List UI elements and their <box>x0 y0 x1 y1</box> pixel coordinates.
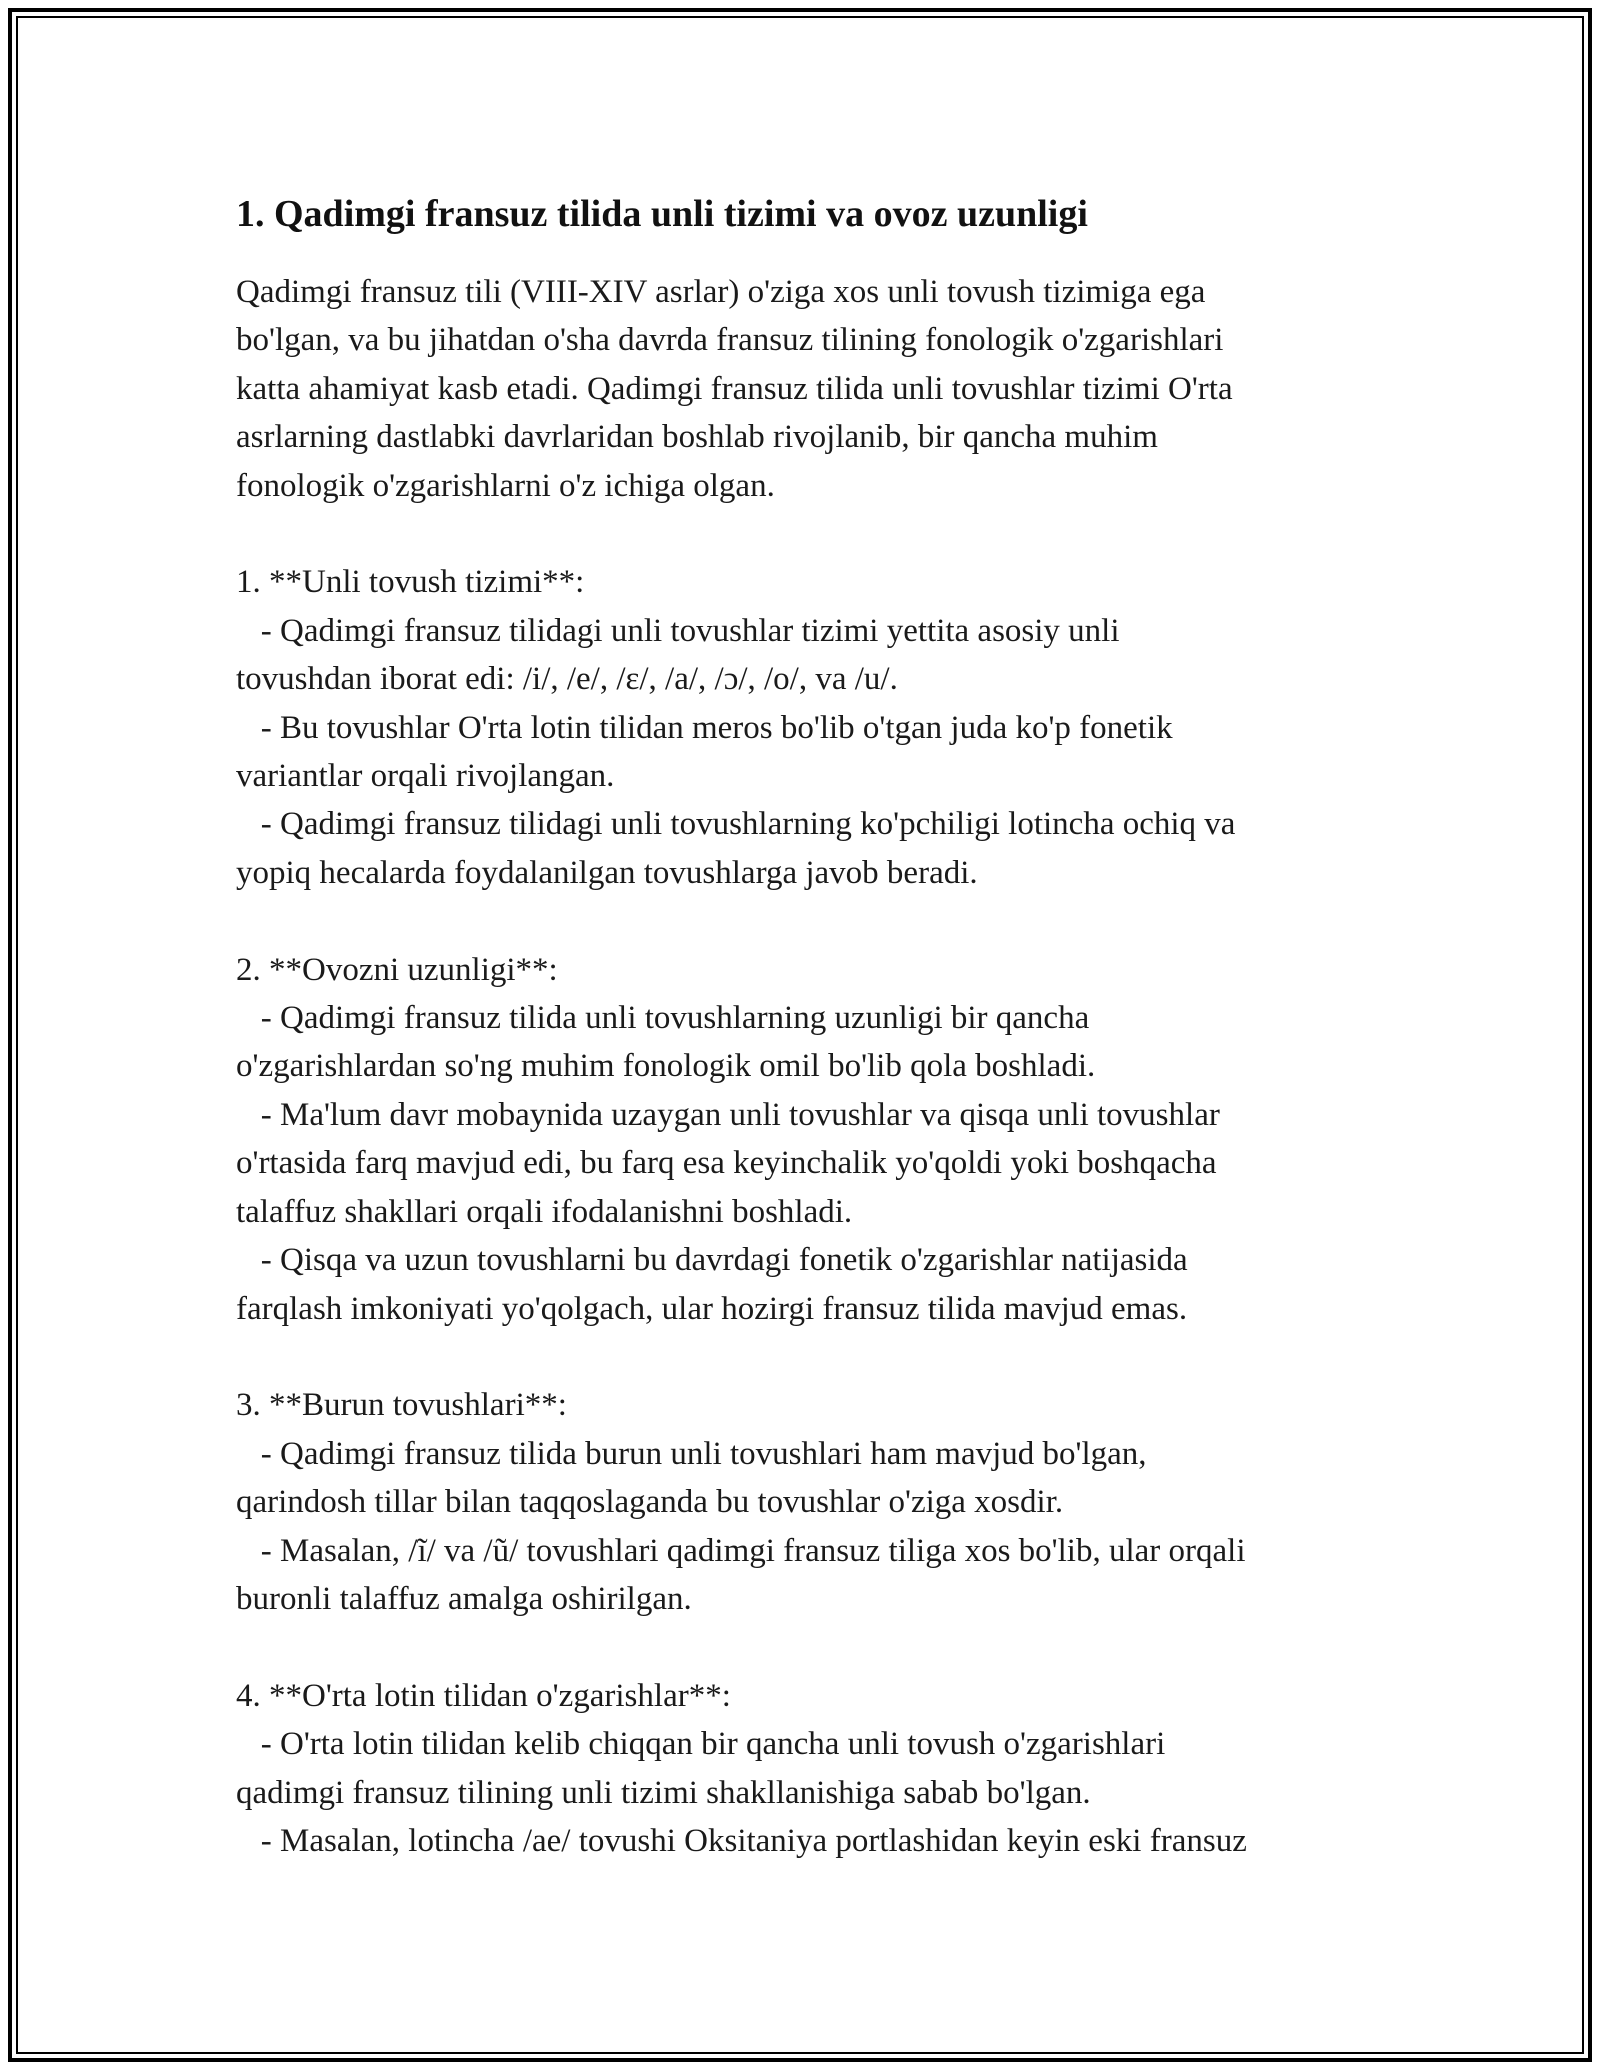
text-line: asrlarning dastlabki davrlaridan boshlab rivojlanib, bir qancha muhim <box>236 419 1158 456</box>
text-line: katta ahamiyat kasb etadi. Qadimgi fransuz tilida unli tovushlar tizimi O'rta <box>236 370 1233 407</box>
text-line: yopiq hecalarda foydalanilgan tovushlarga javob beradi. <box>236 854 978 891</box>
section-heading: 1. **Unli tovush tizimi**: <box>236 564 585 601</box>
paragraph-spacer <box>236 510 1364 558</box>
text-line: farqlash imkoniyati yo'qolgach, ular hozirgi fransuz tilida mavjud emas. <box>236 1290 1188 1327</box>
text-line: fonologik o'zgarishlarni o'z ichiga olgan. <box>236 467 775 504</box>
text-line: variantlar orqali rivojlangan. <box>236 758 615 795</box>
text-line: - Masalan, lotincha /ae/ tovushi Oksitaniya portlashidan keyin eski fransuz <box>236 1822 1247 1859</box>
text-line: - Bu tovushlar O'rta lotin tilidan meros bo'lib o'tgan juda ko'p fonetik <box>236 709 1173 746</box>
paragraph-spacer <box>236 1333 1364 1381</box>
text-line: talaffuz shakllari orqali ifodalanishni boshladi. <box>236 1193 853 1230</box>
text-line: - O'rta lotin tilidan kelib chiqqan bir qancha unli tovush o'zgarishlari <box>236 1726 1166 1763</box>
text-line: qarindosh tillar bilan taqqoslaganda bu tovushlar o'ziga xosdir. <box>236 1484 1064 1521</box>
paragraph-spacer <box>236 897 1364 945</box>
text-line: buronli talaffuz amalga oshirilgan. <box>236 1580 692 1617</box>
paragraph-spacer <box>236 1623 1364 1671</box>
text-line: - Qadimgi fransuz tilida unli tovushlarning uzunligi bir qancha <box>236 1000 1090 1037</box>
text-line: - Ma'lum davr mobaynida uzaygan unli tovushlar va qisqa unli tovushlar <box>236 1096 1220 1133</box>
intro-paragraph <box>236 268 1364 510</box>
document-title: 1. Qadimgi fransuz tilida unli tizimi va ovoz uzunligi <box>236 193 1088 235</box>
document-body <box>236 186 1364 1865</box>
text-line: - Qadimgi fransuz tilida burun unli tovushlari ham mavjud bo'lgan, <box>236 1435 1147 1472</box>
section-latin-changes <box>236 1672 1364 1866</box>
text-line: - Masalan, /ĩ/ va /ũ/ tovushlari qadimgi fransuz tiliga xos bo'lib, ular orqali <box>236 1532 1246 1569</box>
text-line: - Qisqa va uzun tovushlarni bu davrdagi fonetik o'zgarishlar natijasida <box>236 1242 1188 1279</box>
text-line: - Qadimgi fransuz tilidagi unli tovushlar tizimi yettita asosiy unli <box>236 612 1120 649</box>
section-heading: 2. **Ovozni uzunligi**: <box>236 951 558 988</box>
text-line: Qadimgi fransuz tili (VIII-XIV asrlar) o'ziga xos unli tovush tizimiga ega <box>236 274 1206 310</box>
section-heading: 3. **Burun tovushlari**: <box>236 1387 567 1424</box>
text-line: qadimgi fransuz tilining unli tizimi shakllanishiga sabab bo'lgan. <box>236 1774 1091 1811</box>
text-line: tovushdan iborat edi: /i/, /e/, /ɛ/, /a/, /ɔ/, /o/, va /u/. <box>236 661 898 698</box>
section-nasal-sounds <box>236 1381 1364 1623</box>
text-line: o'zgarishlardan so'ng muhim fonologik omil bo'lib qola boshladi. <box>236 1048 1096 1085</box>
section-vowel-system <box>236 558 1364 897</box>
text-line: bo'lgan, va bu jihatdan o'sha davrda fransuz tilining fonologik o'zgarishlari <box>236 322 1224 359</box>
section-heading: 4. **O'rta lotin tilidan o'zgarishlar**: <box>236 1677 731 1714</box>
section-vowel-length <box>236 946 1364 1333</box>
text-line: o'rtasida farq mavjud edi, bu farq esa keyinchalik yo'qoldi yoki boshqacha <box>236 1145 1217 1182</box>
text-line: - Qadimgi fransuz tilidagi unli tovushlarning ko'pchiligi lotincha ochiq va <box>236 806 1236 843</box>
